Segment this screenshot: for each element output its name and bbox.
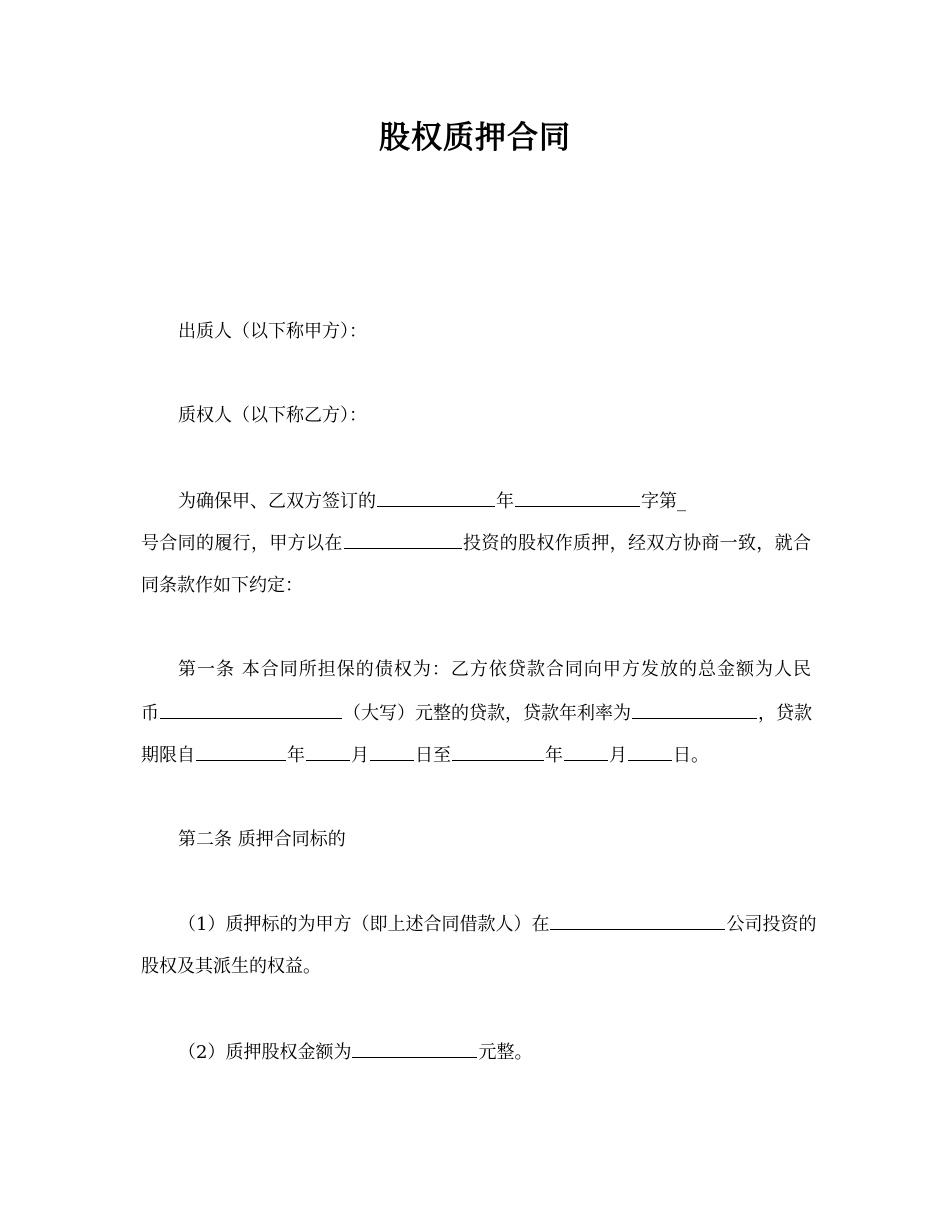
pledgor-line [141,317,811,347]
end-month-blank [564,740,608,761]
article1-text: 年 [545,745,563,766]
article2-item1-line-1 [141,909,817,940]
article1-text: 月 [609,745,627,766]
article1-text: 币 [141,703,159,724]
pledgor-label: 出质人（以下称甲方）： [178,321,367,342]
preamble-line-2 [141,528,811,559]
article2-heading [141,825,811,855]
loan-amount-blank [160,698,342,719]
article1-text: 第一条 本合同所担保的债权为：乙方依贷款合同向甲方发放的总金额为人民 [178,659,811,680]
preamble-text: 字第_ [641,491,686,512]
preamble-line-1 [141,486,811,517]
end-day-blank [628,740,672,761]
article1-text: （大写）元整的贷款，贷款年利率为 [343,703,631,724]
preamble-text: 号合同的履行，甲方以在 [141,533,343,554]
start-month-blank [306,740,350,761]
article1-line-1 [141,655,811,685]
article2-text: （1）质押标的为甲方（即上述合同借款人）在 [178,914,550,935]
article2-text: （2）质押股权金额为 [178,1042,352,1063]
contract-party-blank [377,486,495,507]
pledged-company-blank [550,909,725,930]
preamble-line-3 [141,571,811,601]
article1-text: ，贷款 [758,703,812,724]
preamble-text: 同条款作如下约定： [141,575,303,596]
article2-heading-text: 第二条 质押合同标的 [178,829,346,850]
pledgee-label: 质权人（以下称乙方）： [178,405,367,426]
article2-item2-line [141,1037,811,1068]
interest-rate-blank [632,698,757,719]
preamble-text: 投资的股权作质押，经双方协商一致，就合 [462,533,812,554]
document-title: 股权质押合同 [379,120,571,156]
invested-company-blank [344,528,462,549]
article2-text: 公司投资的 [726,914,817,935]
article1-text: 日。 [673,745,709,766]
start-day-blank [370,740,414,761]
start-year-blank [196,740,286,761]
preamble-text: 年 [496,491,514,512]
contract-year-blank [515,486,640,507]
article1-line-3 [141,740,811,771]
article1-line-2 [141,698,811,729]
article1-text: 年 [287,745,305,766]
pledged-equity-amount-blank [352,1037,477,1058]
end-year-blank [452,740,544,761]
article1-text: 日至 [415,745,451,766]
pledgee-line [141,401,811,431]
preamble-text: 为确保甲、乙双方签订的 [178,491,376,512]
article2-item1-line-2 [141,952,811,982]
article2-text: 元整。 [478,1042,533,1063]
article1-text: 期限自 [141,745,195,766]
article2-text: 股权及其派生的权益。 [141,956,321,977]
article1-text: 月 [351,745,369,766]
